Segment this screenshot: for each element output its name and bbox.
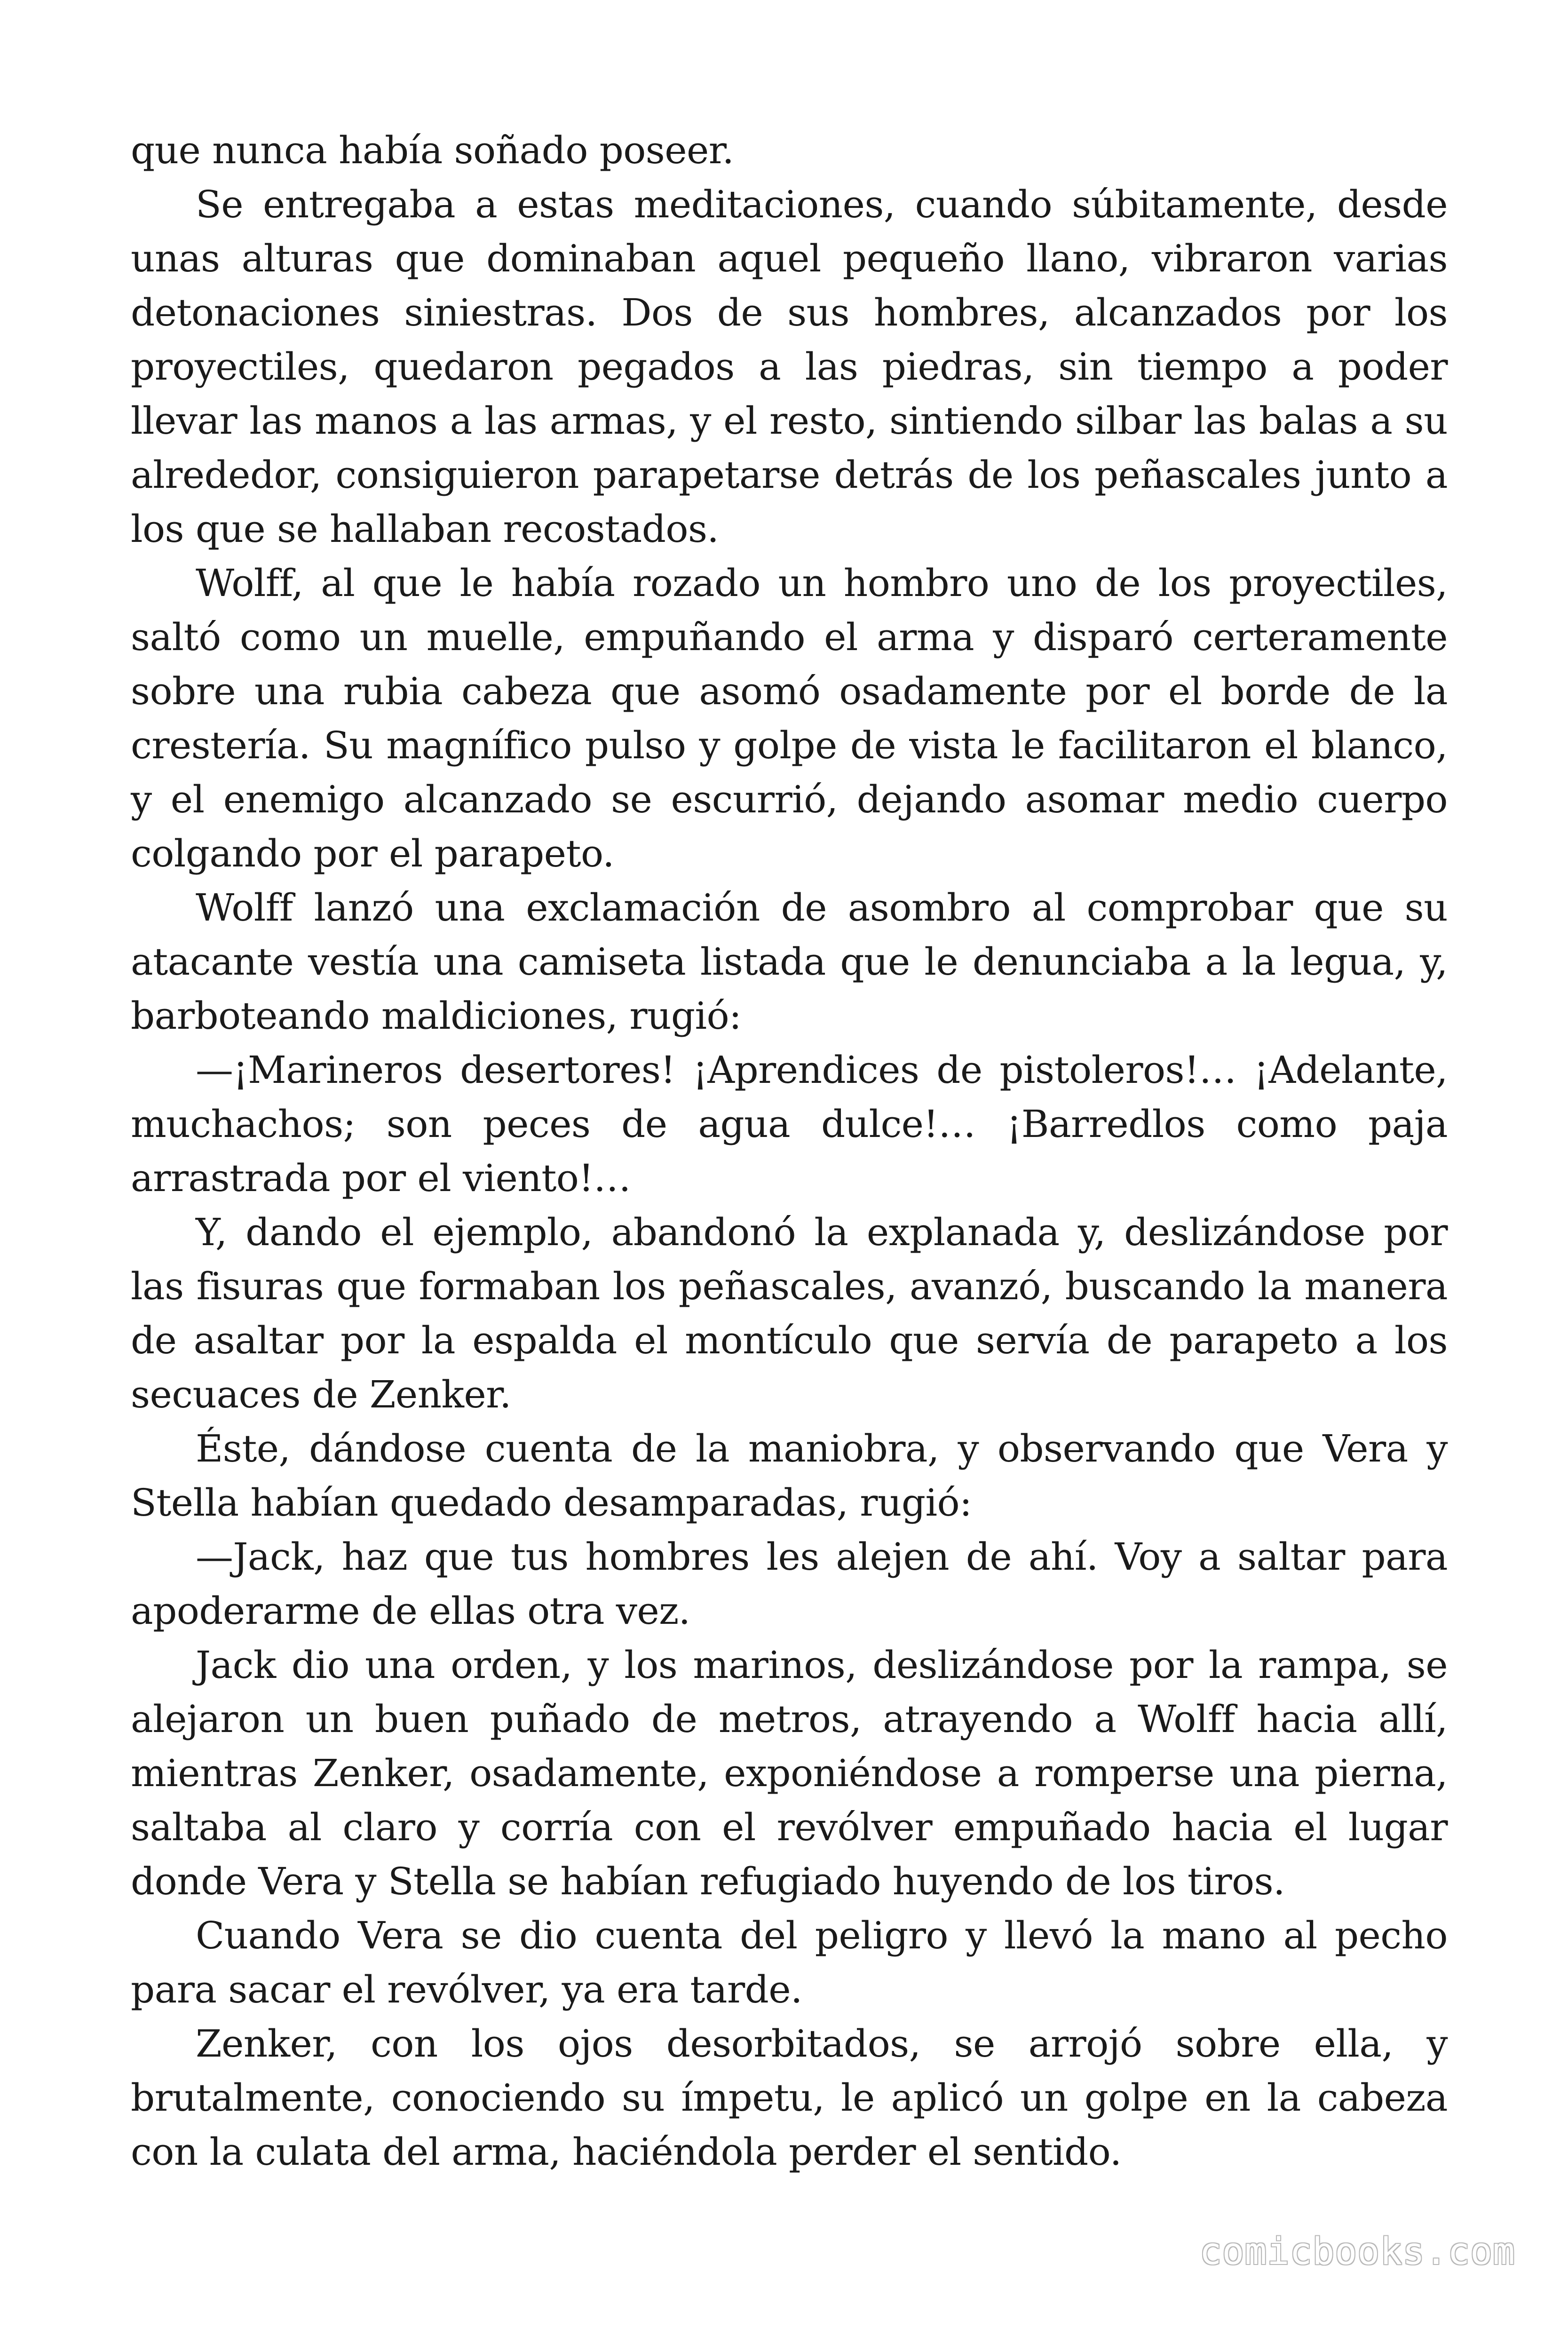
paragraph-7: Éste, dándose cuenta de la maniobra, y observando que Vera y Stella habían quedado desamparadas, rugió: (131, 1427, 1448, 1525)
paragraph-5-dialogue: —¡Marineros desertores! ¡Aprendices de pistoleros!… ¡Adelante, muchachos; son peces de agua dulce!… ¡Barredlos como paja arrastrada por el viento!… (131, 1048, 1448, 1200)
paragraph-6: Y, dando el ejemplo, abandonó la explanada y, deslizándose por las fisuras que formaban los peñascales, avanzó, buscando la manera de asaltar por la espalda el montículo que servía de parapeto a los secuaces de Zenker. (131, 1210, 1448, 1416)
paragraph-9: Jack dio una orden, y los marinos, deslizándose por la rampa, se alejaron un buen puñado de metros, atrayendo a Wolff hacia allí, mientras Zenker, osadamente, exponiéndose a romperse una pierna, saltaba al claro y corría con el revólver empuñado hacia el lugar donde Vera y Stella se habían refugiado huyendo de los tiros. (131, 1643, 1448, 1903)
watermark-text: comicbooks.com (1199, 2231, 1515, 2273)
page-body (131, 123, 1448, 2179)
paragraph-3: Wolff, al que le había rozado un hombro uno de los proyectiles, saltó como un muelle, empuñando el arma y disparó certeramente sobre una rubia cabeza que asomó osadamente por el borde de la crestería. Su magnífico pulso y golpe de vista le facilitaron el blanco, y el enemigo alcanzado se escurrió, dejando asomar medio cuerpo colgando por el parapeto. (131, 561, 1448, 875)
paragraph-1: que nunca había soñado poseer. (131, 128, 734, 172)
paragraph-4: Wolff lanzó una exclamación de asombro al comprobar que su atacante vestía una camiseta listada que le denunciaba a la legua, y, barboteando maldiciones, rugió: (131, 886, 1448, 1038)
paragraph-2: Se entregaba a estas meditaciones, cuando súbitamente, desde unas alturas que dominaban aquel pequeño llano, vibraron varias detonaciones siniestras. Dos de sus hombres, alcanzados por los proyectiles, quedaron pegados a las piedras, sin tiempo a poder llevar las manos a las armas, y el resto, sintiendo silbar las balas a su alrededor, consiguieron parapetarse detrás de los peñascales junto a los que se hallaban recostados. (131, 183, 1448, 551)
paragraph-10: Cuando Vera se dio cuenta del peligro y llevó la mano al pecho para sacar el revólver, ya era tarde. (131, 1914, 1448, 2011)
paragraph-8-dialogue: —Jack, haz que tus hombres les alejen de ahí. Voy a saltar para apoderarme de ellas otra vez. (131, 1535, 1448, 1633)
paragraph-11: Zenker, con los ojos desorbitados, se arrojó sobre ella, y brutalmente, conociendo su ímpetu, le aplicó un golpe en la cabeza con la culata del arma, haciéndola perder el sentido. (131, 2022, 1448, 2174)
